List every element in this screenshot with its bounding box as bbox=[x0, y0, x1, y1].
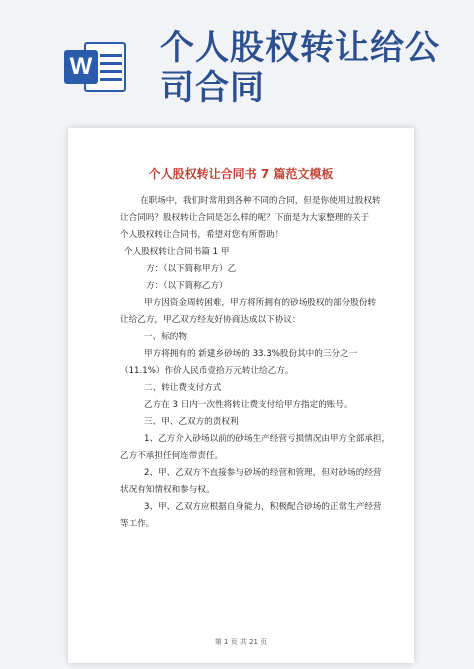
paragraph-line: 个人股权转让合同书，希望对您有所帮助！ bbox=[120, 230, 284, 240]
document-title: 个人股权转让合同书 7 篇范文模板 bbox=[148, 167, 334, 181]
word-document-icon bbox=[64, 36, 126, 98]
paragraph-line: 个人股权转让合同书篇 1 甲 bbox=[124, 247, 230, 257]
word-line-decor bbox=[100, 54, 122, 57]
paragraph-line: 乙方不承担任何连带责任。 bbox=[120, 451, 224, 461]
paragraph-line: 让合同吗？股权转让合同是怎么样的呢？下面是为大家整理的关于 bbox=[120, 213, 370, 223]
paragraph-line: 3、甲、乙双方应根据自身能力，积极配合砂场的正常生产经营 bbox=[144, 502, 382, 512]
header-banner bbox=[0, 0, 474, 130]
paragraph-line: 甲方因资金周转困难，甲方将所拥有的砂场股权的部分股份转 bbox=[144, 298, 377, 308]
banner-title: 个人股权转让给公司合同 bbox=[160, 28, 440, 108]
paragraph-line: 2、甲、乙双方不直接参与砂场的经营和管理，但对砂场的经营 bbox=[144, 468, 382, 478]
page-number: 第 1 页 共 21 页 bbox=[214, 638, 268, 646]
word-line-decor bbox=[100, 70, 122, 73]
paragraph-line: 方：（以下简称甲方）乙 bbox=[146, 264, 237, 274]
paragraph-line: 一、标的物 bbox=[144, 332, 187, 342]
document-page bbox=[68, 128, 414, 663]
paragraph-line: 甲方将拥有的 新建乡砂场的 33.3%股份其中的三分之一 bbox=[144, 349, 358, 359]
paragraph-line: 三、甲、乙双方的责权利 bbox=[144, 417, 239, 427]
paragraph-line: 等工作。 bbox=[120, 519, 155, 529]
paragraph-line: 方：（以下简称乙方） bbox=[146, 281, 228, 291]
word-line-decor bbox=[100, 78, 122, 81]
paragraph-line: 二、转让费支付方式 bbox=[144, 383, 222, 393]
paragraph-line: 乙方在 3 日内一次性将转让费支付给甲方指定的账号。 bbox=[144, 400, 353, 410]
paragraph-line: 在职场中，我们时常用到各种不同的合同，但是你使用过股权转 bbox=[140, 196, 381, 206]
word-badge: W bbox=[64, 50, 98, 84]
paragraph-line: 让给乙方，甲乙双方经友好协商达成以下协议： bbox=[120, 315, 301, 325]
word-line-decor bbox=[100, 62, 122, 65]
paragraph-line: （11.1%）作价人民币壹拾万元转让给乙方。 bbox=[120, 366, 294, 376]
paragraph-line: 1、乙方介入砂场以前的砂场生产经营亏损情况由甲方全部承担， bbox=[144, 434, 391, 444]
paragraph-line: 状况有知情权和参与权。 bbox=[120, 485, 215, 495]
